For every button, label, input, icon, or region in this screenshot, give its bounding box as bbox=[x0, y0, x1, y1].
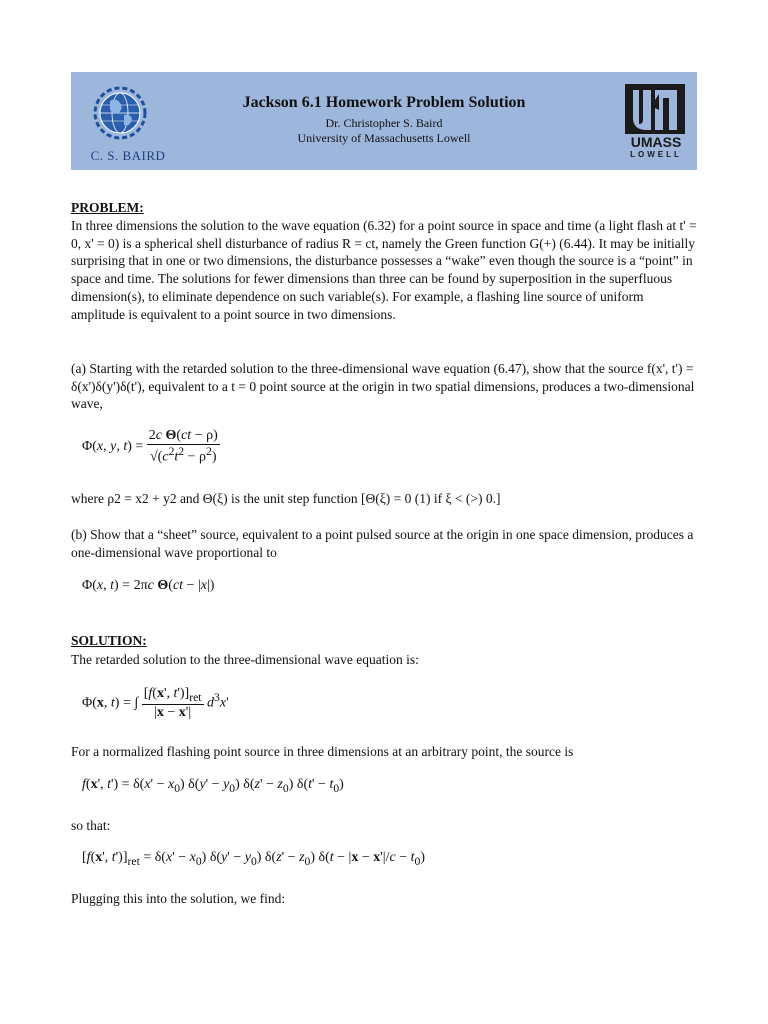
gear-globe-icon bbox=[79, 80, 161, 150]
step-function-definition: where ρ2 = x2 + y2 and Θ(ξ) is the unit step function [Θ(ξ) = 0 (1) if ξ < (>) 0.] bbox=[71, 491, 501, 506]
equation-2d-wave: Φ(x, y, t) = $\frac{\text{2c Θ(ct − ρ)}}{√(c^2t^2 - \rho^2)}$ bbox=[82, 428, 218, 465]
baird-logo-text: C. S. BAIRD bbox=[90, 148, 166, 163]
affiliation: University of Massachusetts Lowell bbox=[297, 131, 471, 145]
problem-intro: In three dimensions the solution to the wave equation (6.32) for a point source in space and time (a light flash at t' = 0, x' = 0) is a spherical shell disturbance of radius R = ct, namely the Green function G(+) (6.44). It may be initially surprising that in one or two dimensions, the disturbance possesses a “wake” even though the source is a “point” in space and time. The solutions for fewer dimensions than three can be found by superposition in the superfluous dimension(s), to eliminate dependence on such variable(s). For example, a flashing line source of uniform amplitude is equivalent to a point source in two dimensions. bbox=[71, 218, 697, 322]
solution-heading: SOLUTION: bbox=[71, 633, 147, 648]
solution-line-1: The retarded solution to the three-dimensional wave equation is: bbox=[71, 652, 419, 667]
lowell-wordmark: LOWELL bbox=[630, 150, 682, 159]
umass-wordmark: UMASS bbox=[630, 134, 682, 150]
author: Dr. Christopher S. Baird bbox=[325, 116, 443, 130]
equation-retarded-solution: Φ(x, t) = ∫ $\frac{[f(x', t')]_{ret}}{|x - x'|}$ $d^3x'$ bbox=[82, 686, 229, 720]
solution-line-3: so that: bbox=[71, 818, 111, 833]
problem-part-a: (a) Starting with the retarded solution to the three-dimensional wave equation (6.47), show that the source f(x', t') = δ(x')δ(y')δ(t'), equivalent to a t = 0 point source at the origin in two spatial dimensions, produces a two-dimensional wave, bbox=[71, 361, 695, 412]
equation-1d-wave: Φ(x, t) = 2πc Θ(ct − |x|) bbox=[82, 578, 215, 593]
solution-line-4: Plugging this into the solution, we find: bbox=[71, 891, 286, 906]
cs-baird-logo bbox=[79, 80, 166, 163]
equation-source: f(x', $t') = \delta(x' - x_0)$ $\delta(y' - y_0)$ $\delta(z' - z_0)$ $\delta(t' - t_0)$ bbox=[82, 777, 344, 795]
equation-retarded-source: [f(x', $t')]_{ret} = \delta(x' - x_0)$ $\delta(y' - y_0)$ $\delta(z' - z_0)$ $\delta(t - |x - x'|/c - t_0)$ bbox=[82, 850, 425, 868]
umass-mark-icon bbox=[625, 84, 685, 134]
problem-part-b: (b) Show that a “sheet” source, equivalent to a point pulsed source at the origin in one space dimension, produces a one-dimensional wave proportional to bbox=[71, 527, 694, 560]
problem-heading: PROBLEM: bbox=[71, 200, 144, 215]
umass-logo bbox=[625, 84, 687, 162]
header-titles bbox=[171, 94, 597, 146]
document-header bbox=[71, 72, 697, 170]
solution-line-2: For a normalized flashing point source in three dimensions at an arbitrary point, the source is bbox=[71, 744, 574, 759]
page-title: Jackson 6.1 Homework Problem Solution bbox=[242, 94, 526, 111]
